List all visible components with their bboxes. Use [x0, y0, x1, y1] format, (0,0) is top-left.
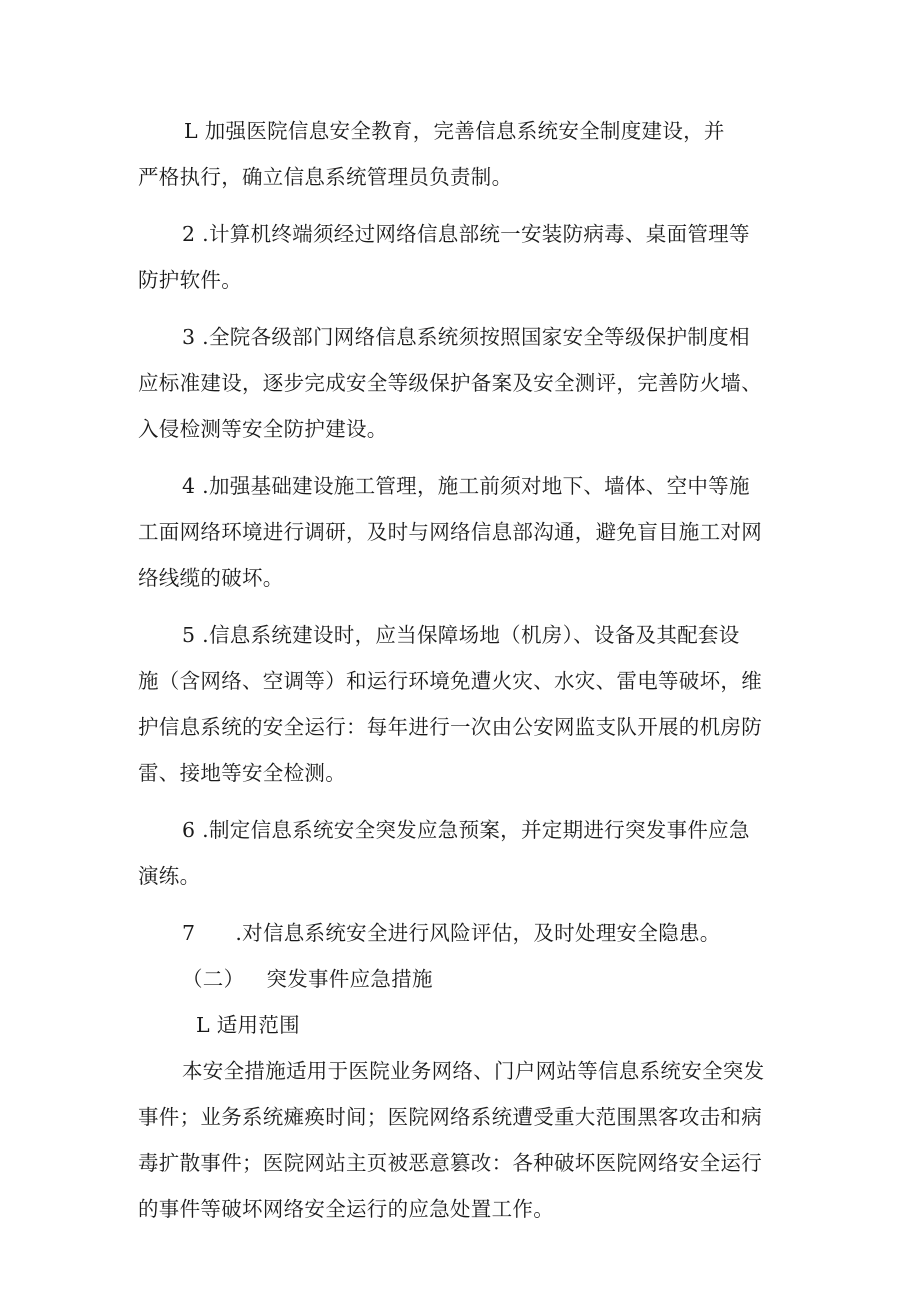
text-line: 事件；业务系统瘫痪时间；医院网络系统遭受重大范围黑客攻击和病 [138, 1105, 762, 1129]
text-line: 毒扩散事件；医院网站主页被恶意篡改：各种破坏医院网络安全运行 [138, 1151, 762, 1175]
subheading-text: L 适用范围 [196, 1013, 300, 1037]
section-heading [138, 956, 802, 1002]
text-line: 6 .制定信息系统安全突发应急预案，并定期进行突发事件应急 [182, 818, 750, 842]
text-line: 演练。 [138, 864, 201, 888]
paragraph-scope [138, 1048, 802, 1232]
text-line: 本安全措施适用于医院业务网络、门户网站等信息系统安全突发 [182, 1059, 765, 1083]
text-line [138, 910, 802, 956]
text-line: 2 .计算机终端须经过网络信息部统一安装防病毒、桌面管理等 [182, 222, 750, 246]
text-line: L 加强医院信息安全教育，完善信息系统安全制度建设，并 [184, 119, 725, 143]
section-marker: （二） [182, 967, 245, 991]
paragraph-item-6 [138, 807, 802, 899]
subheading [138, 1002, 802, 1048]
text-line: 4 .加强基础建设施工管理，施工前须对地下、墙体、空中等施 [182, 474, 750, 498]
text-line: 防护软件。 [138, 268, 242, 292]
item-text: .对信息系统安全进行风险评估，及时处理安全隐患。 [235, 921, 721, 945]
paragraph-item-1 [138, 108, 802, 200]
section-title: 突发事件应急措施 [266, 967, 433, 991]
paragraph-item-3 [138, 314, 802, 452]
paragraph-item-7 [138, 910, 802, 956]
text-line: 护信息系统的安全运行：每年进行一次由公安网监支队开展的机房防 [138, 715, 762, 739]
item-number: 7 [182, 921, 196, 945]
text-line: 严格执行，确立信息系统管理员负责制。 [138, 165, 513, 189]
text-line: 络线缆的破坏。 [138, 566, 284, 590]
paragraph-item-5 [138, 612, 802, 796]
text-line: 的事件等破坏网络安全运行的应急处置工作。 [138, 1197, 554, 1221]
text-line: 施（含网络、空调等）和运行环境免遭火灾、水灾、雷电等破坏，维 [138, 669, 762, 693]
text-line: 工面网络环境进行调研，及时与网络信息部沟通，避免盲目施工对网 [138, 520, 762, 544]
paragraph-item-4 [138, 463, 802, 601]
text-line: 5 .信息系统建设时，应当保障场地（机房）、设备及其配套设 [182, 623, 740, 647]
text-line: 雷、接地等安全检测。 [138, 761, 346, 785]
text-line: 3 .全院各级部门网络信息系统须按照国家安全等级保护制度相 [182, 325, 750, 349]
document-body [138, 108, 802, 1243]
text-line: 入侵检测等安全防护建设。 [138, 417, 388, 441]
text-line: 应标准建设，逐步完成安全等级保护备案及安全测评，完善防火墙、 [138, 371, 762, 395]
paragraph-item-2 [138, 211, 802, 303]
